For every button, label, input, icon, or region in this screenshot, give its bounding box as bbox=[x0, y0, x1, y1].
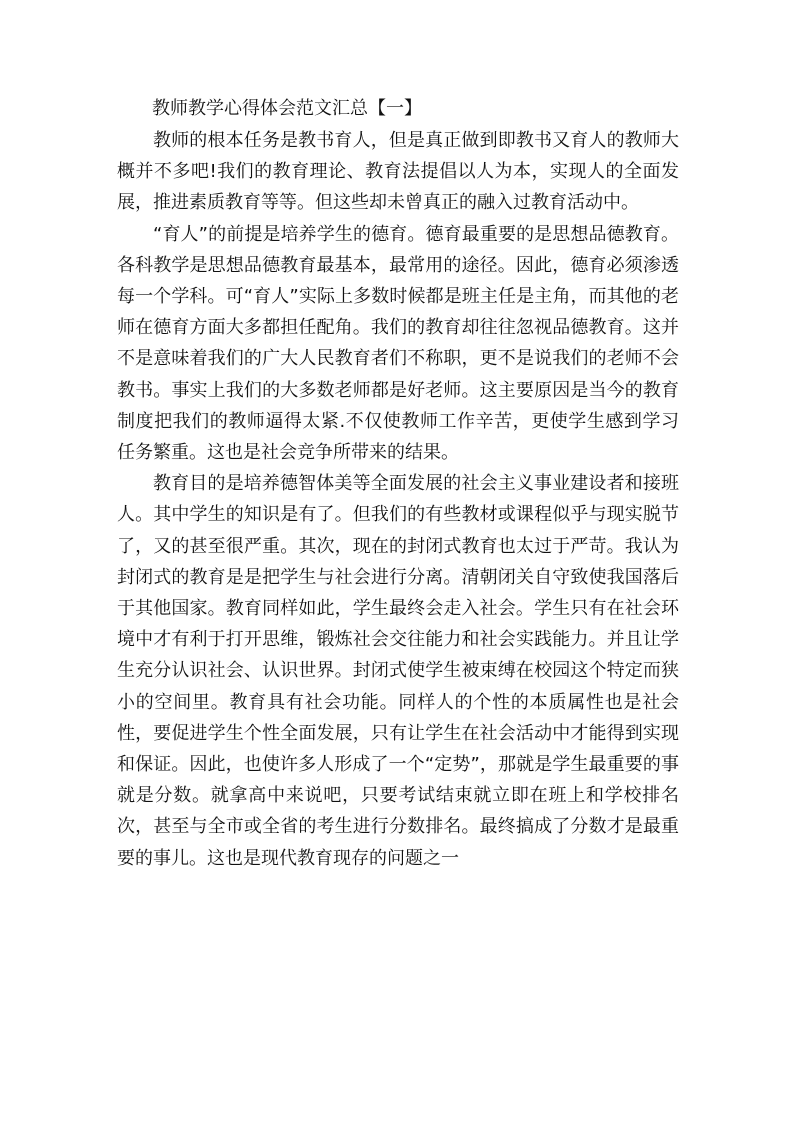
paragraph-1: 教师的根本任务是教书育人，但是真正做到即教书又育人的教师大概并不多吧!我们的教育理论、教育法提倡以人为本，实现人的全面发展，推进素质教育等等。但这些却未曾真正的融入过教育活动中。 bbox=[117, 130, 679, 214]
document-body bbox=[117, 125, 679, 874]
paragraph-2: “育人”的前提是培养学生的德育。德育最重要的是思想品德教育。各科教学是思想品德教育最基本，最常用的途径。因此，德育必须渗透每一个学科。可“育人”实际上多数时候都是班主任是主角，而其他的老师在德育方面大多都担任配角。我们的教育却往往忽视品德教育。这并不是意味着我们的广大人民教育者们不称职，更不是说我们的老师不会教书。事实上我们的大多数老师都是好老师。这主要原因是当今的教育制度把我们的教师逼得太紧.不仅使教师工作辛苦，更使学生感到学习任务繁重。这也是社会竞争所带来的结果。 bbox=[117, 223, 679, 464]
document-title: 教师教学心得体会范文汇总【一】 bbox=[152, 98, 422, 119]
paragraph-3: 教育目的是培养德智体美等全面发展的社会主义事业建设者和接班人。其中学生的知识是有了。但我们的有些教材或课程似乎与现实脱节了，又的甚至很严重。其次，现在的封闭式教育也太过于严苛。我认为封闭式的教育是是把学生与社会进行分离。清朝闭关自守致使我国落后于其他国家。教育同样如此，学生最终会走入社会。学生只有在社会环境中才有利于打开思维，锻炼社会交往能力和社会实践能力。并且让学生充分认识社会、认识世界。封闭式使学生被束缚在校园这个特定而狭小的空间里。教育具有社会功能。同样人的个性的本质属性也是社会性，要促进学生个性全面发展，只有让学生在社会活动中才能得到实现和保证。因此，也使许多人形成了一个“定势”，那就是学生最重要的事就是分数。就拿高中来说吧，只要考试结束就立即在班上和学校排名次，甚至与全市或全省的考生进行分数排名。最终搞成了分数才是最重要的事儿。这也是现代教育现存的问题之一 bbox=[117, 473, 679, 869]
